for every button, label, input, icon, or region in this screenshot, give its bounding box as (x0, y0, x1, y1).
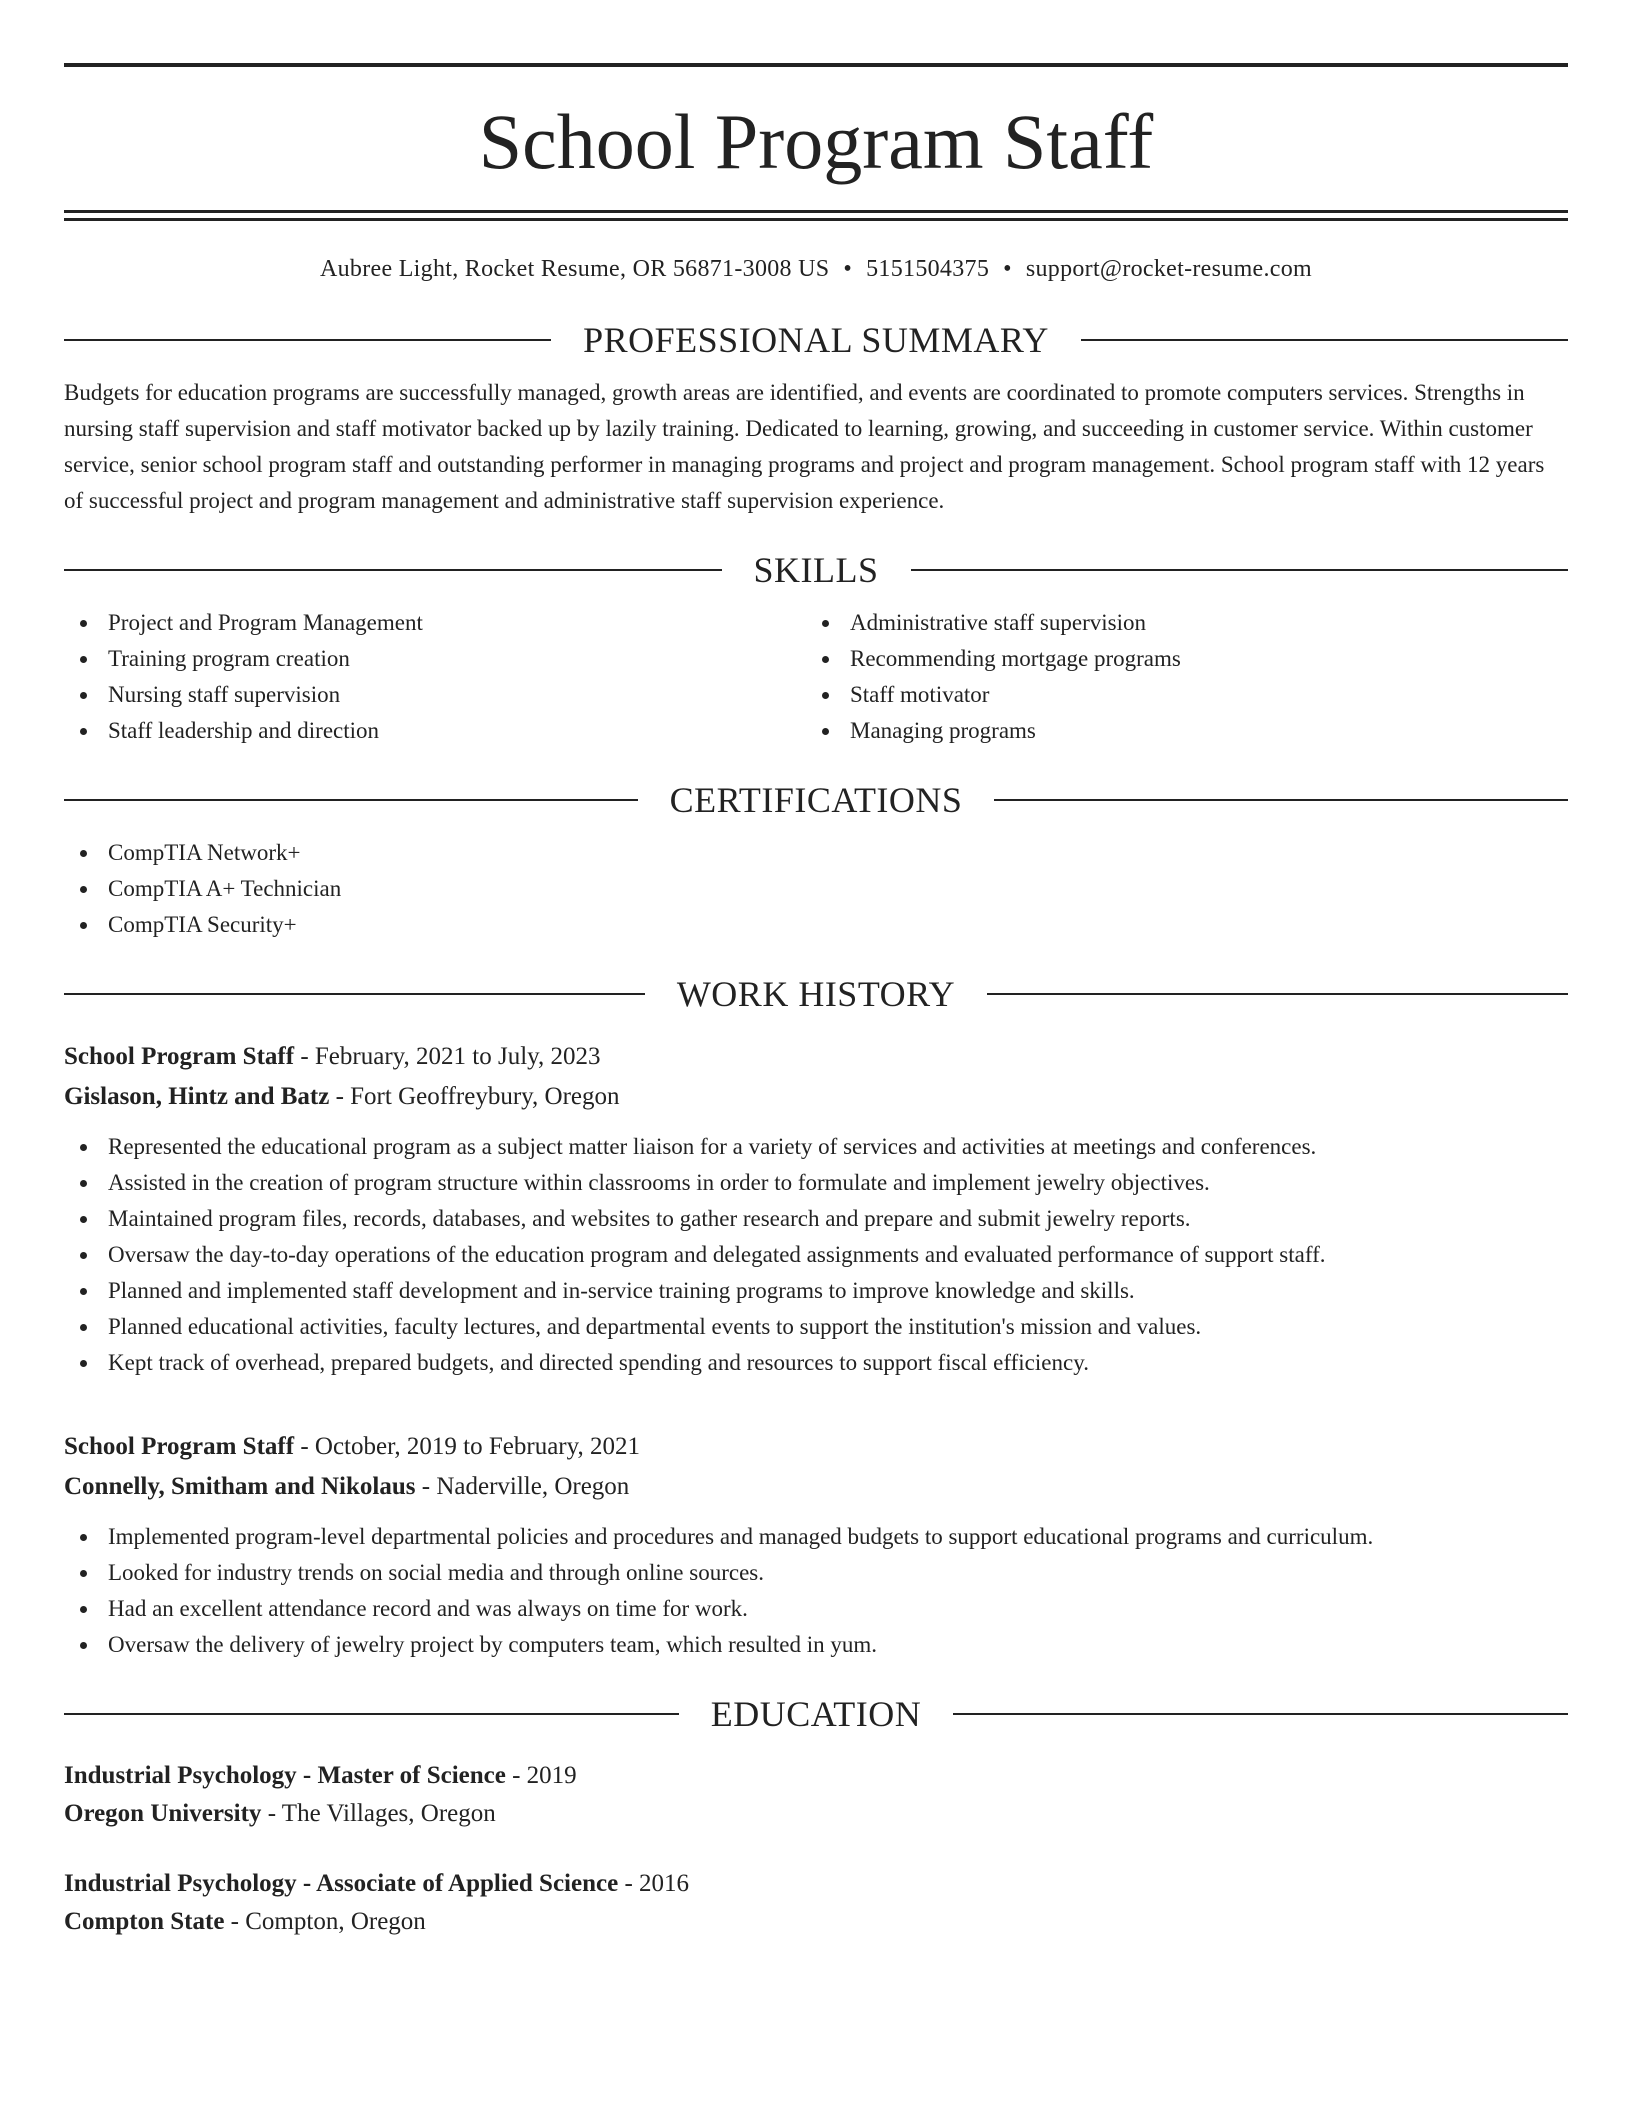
job-entry (64, 1427, 1568, 1663)
job-company: Connelly, Smitham and Nikolaus (64, 1473, 416, 1500)
education-location: - Compton, Oregon (224, 1908, 426, 1935)
education-school: Oregon University (64, 1800, 262, 1827)
education-school: Compton State (64, 1908, 225, 1935)
section-title: PROFESSIONAL SUMMARY (583, 320, 1049, 360)
heading-rule (994, 799, 1568, 801)
job-company: Gislason, Hintz and Batz (64, 1083, 330, 1110)
job-title: School Program Staff (64, 1433, 295, 1460)
skill-item: Project and Program Management (64, 605, 806, 641)
education-degree: Industrial Psychology - Master of Science (64, 1762, 506, 1789)
job-bullet: Represented the educational program as a subject matter liaison for a variety of services and activities at meetings and conferences. (64, 1129, 1568, 1165)
top-rule (64, 63, 1568, 67)
job-bullet: Had an excellent attendance record and was always on time for work. (64, 1591, 1568, 1627)
heading-rule (953, 1713, 1568, 1715)
summary-text: Budgets for education programs are successfully managed, growth areas are identified, and events are coordinated to promote computers services. Strengths in nursing staff supervision and staff motivator backed up by lazily training. Dedicated to learning, growing, and succeeding in customer service. Within customer service, senior school program staff and outstanding performer in managing programs and project and program management. School program staff with 12 years of successful project and program management and administrative staff supervision experience. (64, 380, 1545, 513)
heading-rule (64, 799, 638, 801)
education-degree-line (64, 1757, 1568, 1795)
contact-email: support@rocket-resume.com (1025, 256, 1313, 282)
section-title: SKILLS (753, 550, 879, 590)
skill-item: Nursing staff supervision (64, 677, 806, 713)
contact-separator: • (843, 256, 853, 282)
skills-grid (64, 605, 1568, 749)
job-bullets (64, 1519, 1568, 1663)
certification-item: CompTIA Network+ (64, 835, 1568, 871)
job-title: School Program Staff (64, 1043, 295, 1070)
section-heading-work-history (64, 973, 1568, 1015)
job-dates: - October, 2019 to February, 2021 (294, 1433, 640, 1460)
job-location: - Naderville, Oregon (415, 1473, 630, 1500)
job-title-line (64, 1427, 1568, 1467)
job-company-line (64, 1077, 1568, 1117)
skill-item: Staff leadership and direction (64, 713, 806, 749)
education-year: - 2019 (505, 1762, 577, 1789)
education-degree-line (64, 1865, 1568, 1903)
section-title: EDUCATION (710, 1694, 922, 1734)
job-bullet: Oversaw the day-to-day operations of the education program and delegated assignments and evaluated performance of support staff. (64, 1237, 1568, 1273)
section-heading-certifications (64, 779, 1568, 821)
education-school-line (64, 1903, 1568, 1941)
job-bullet: Maintained program files, records, databases, and websites to gather research and prepare and submit jewelry reports. (64, 1201, 1568, 1237)
heading-rule (987, 993, 1568, 995)
job-bullet: Looked for industry trends on social media and through online sources. (64, 1555, 1568, 1591)
title-double-rule (64, 210, 1568, 213)
contact-address: Aubree Light, Rocket Resume, OR 56871-3008 US (319, 256, 830, 282)
heading-rule (64, 1713, 679, 1715)
job-bullet: Kept track of overhead, prepared budgets, and directed spending and resources to support fiscal efficiency. (64, 1345, 1568, 1381)
skill-item: Administrative staff supervision (806, 605, 1548, 641)
skills-list-right (806, 605, 1548, 749)
skills-list-left (64, 605, 806, 749)
education-location: - The Villages, Oregon (261, 1800, 496, 1827)
skill-item: Recommending mortgage programs (806, 641, 1548, 677)
certifications-list (64, 835, 1568, 943)
job-title-line (64, 1037, 1568, 1077)
heading-rule (1081, 339, 1568, 341)
page-title: School Program Staff (478, 98, 1154, 185)
certification-item: CompTIA Security+ (64, 907, 1568, 943)
job-bullet: Assisted in the creation of program structure within classrooms in order to formulate and implement jewelry objectives. (64, 1165, 1568, 1201)
job-company-line (64, 1467, 1568, 1507)
skill-item: Managing programs (806, 713, 1548, 749)
job-location: - Fort Geoffreybury, Oregon (329, 1083, 620, 1110)
contact-line (64, 253, 1568, 285)
job-bullet: Planned educational activities, faculty lectures, and departmental events to support the institution's mission and values. (64, 1309, 1568, 1345)
section-title: CERTIFICATIONS (669, 780, 963, 820)
job-bullets (64, 1129, 1568, 1381)
contact-separator: • (1003, 256, 1012, 282)
heading-rule (64, 993, 645, 995)
education-entry (64, 1865, 1568, 1941)
job-bullet: Planned and implemented staff development and in-service training programs to improve knowledge and skills. (64, 1273, 1568, 1309)
resume-page (64, 0, 1568, 1941)
heading-rule (911, 569, 1569, 571)
heading-rule (64, 569, 722, 571)
section-heading-summary (64, 319, 1568, 361)
skill-item: Training program creation (64, 641, 806, 677)
job-dates: - February, 2021 to July, 2023 (294, 1043, 601, 1070)
section-heading-skills (64, 549, 1568, 591)
skill-item: Staff motivator (806, 677, 1548, 713)
education-school-line (64, 1795, 1568, 1833)
education-entry (64, 1757, 1568, 1833)
job-bullet: Oversaw the delivery of jewelry project by computers team, which resulted in yum. (64, 1627, 1568, 1663)
heading-rule (64, 339, 551, 341)
section-title: WORK HISTORY (676, 974, 956, 1014)
section-heading-education (64, 1693, 1568, 1735)
job-bullet: Implemented program-level departmental policies and procedures and managed budgets to support educational programs and curriculum. (64, 1519, 1568, 1555)
contact-phone: 5151504375 (866, 256, 990, 282)
education-year: - 2016 (618, 1870, 690, 1897)
education-degree: Industrial Psychology - Associate of Applied Science (64, 1870, 619, 1897)
certification-item: CompTIA A+ Technician (64, 871, 1568, 907)
job-entry (64, 1037, 1568, 1381)
